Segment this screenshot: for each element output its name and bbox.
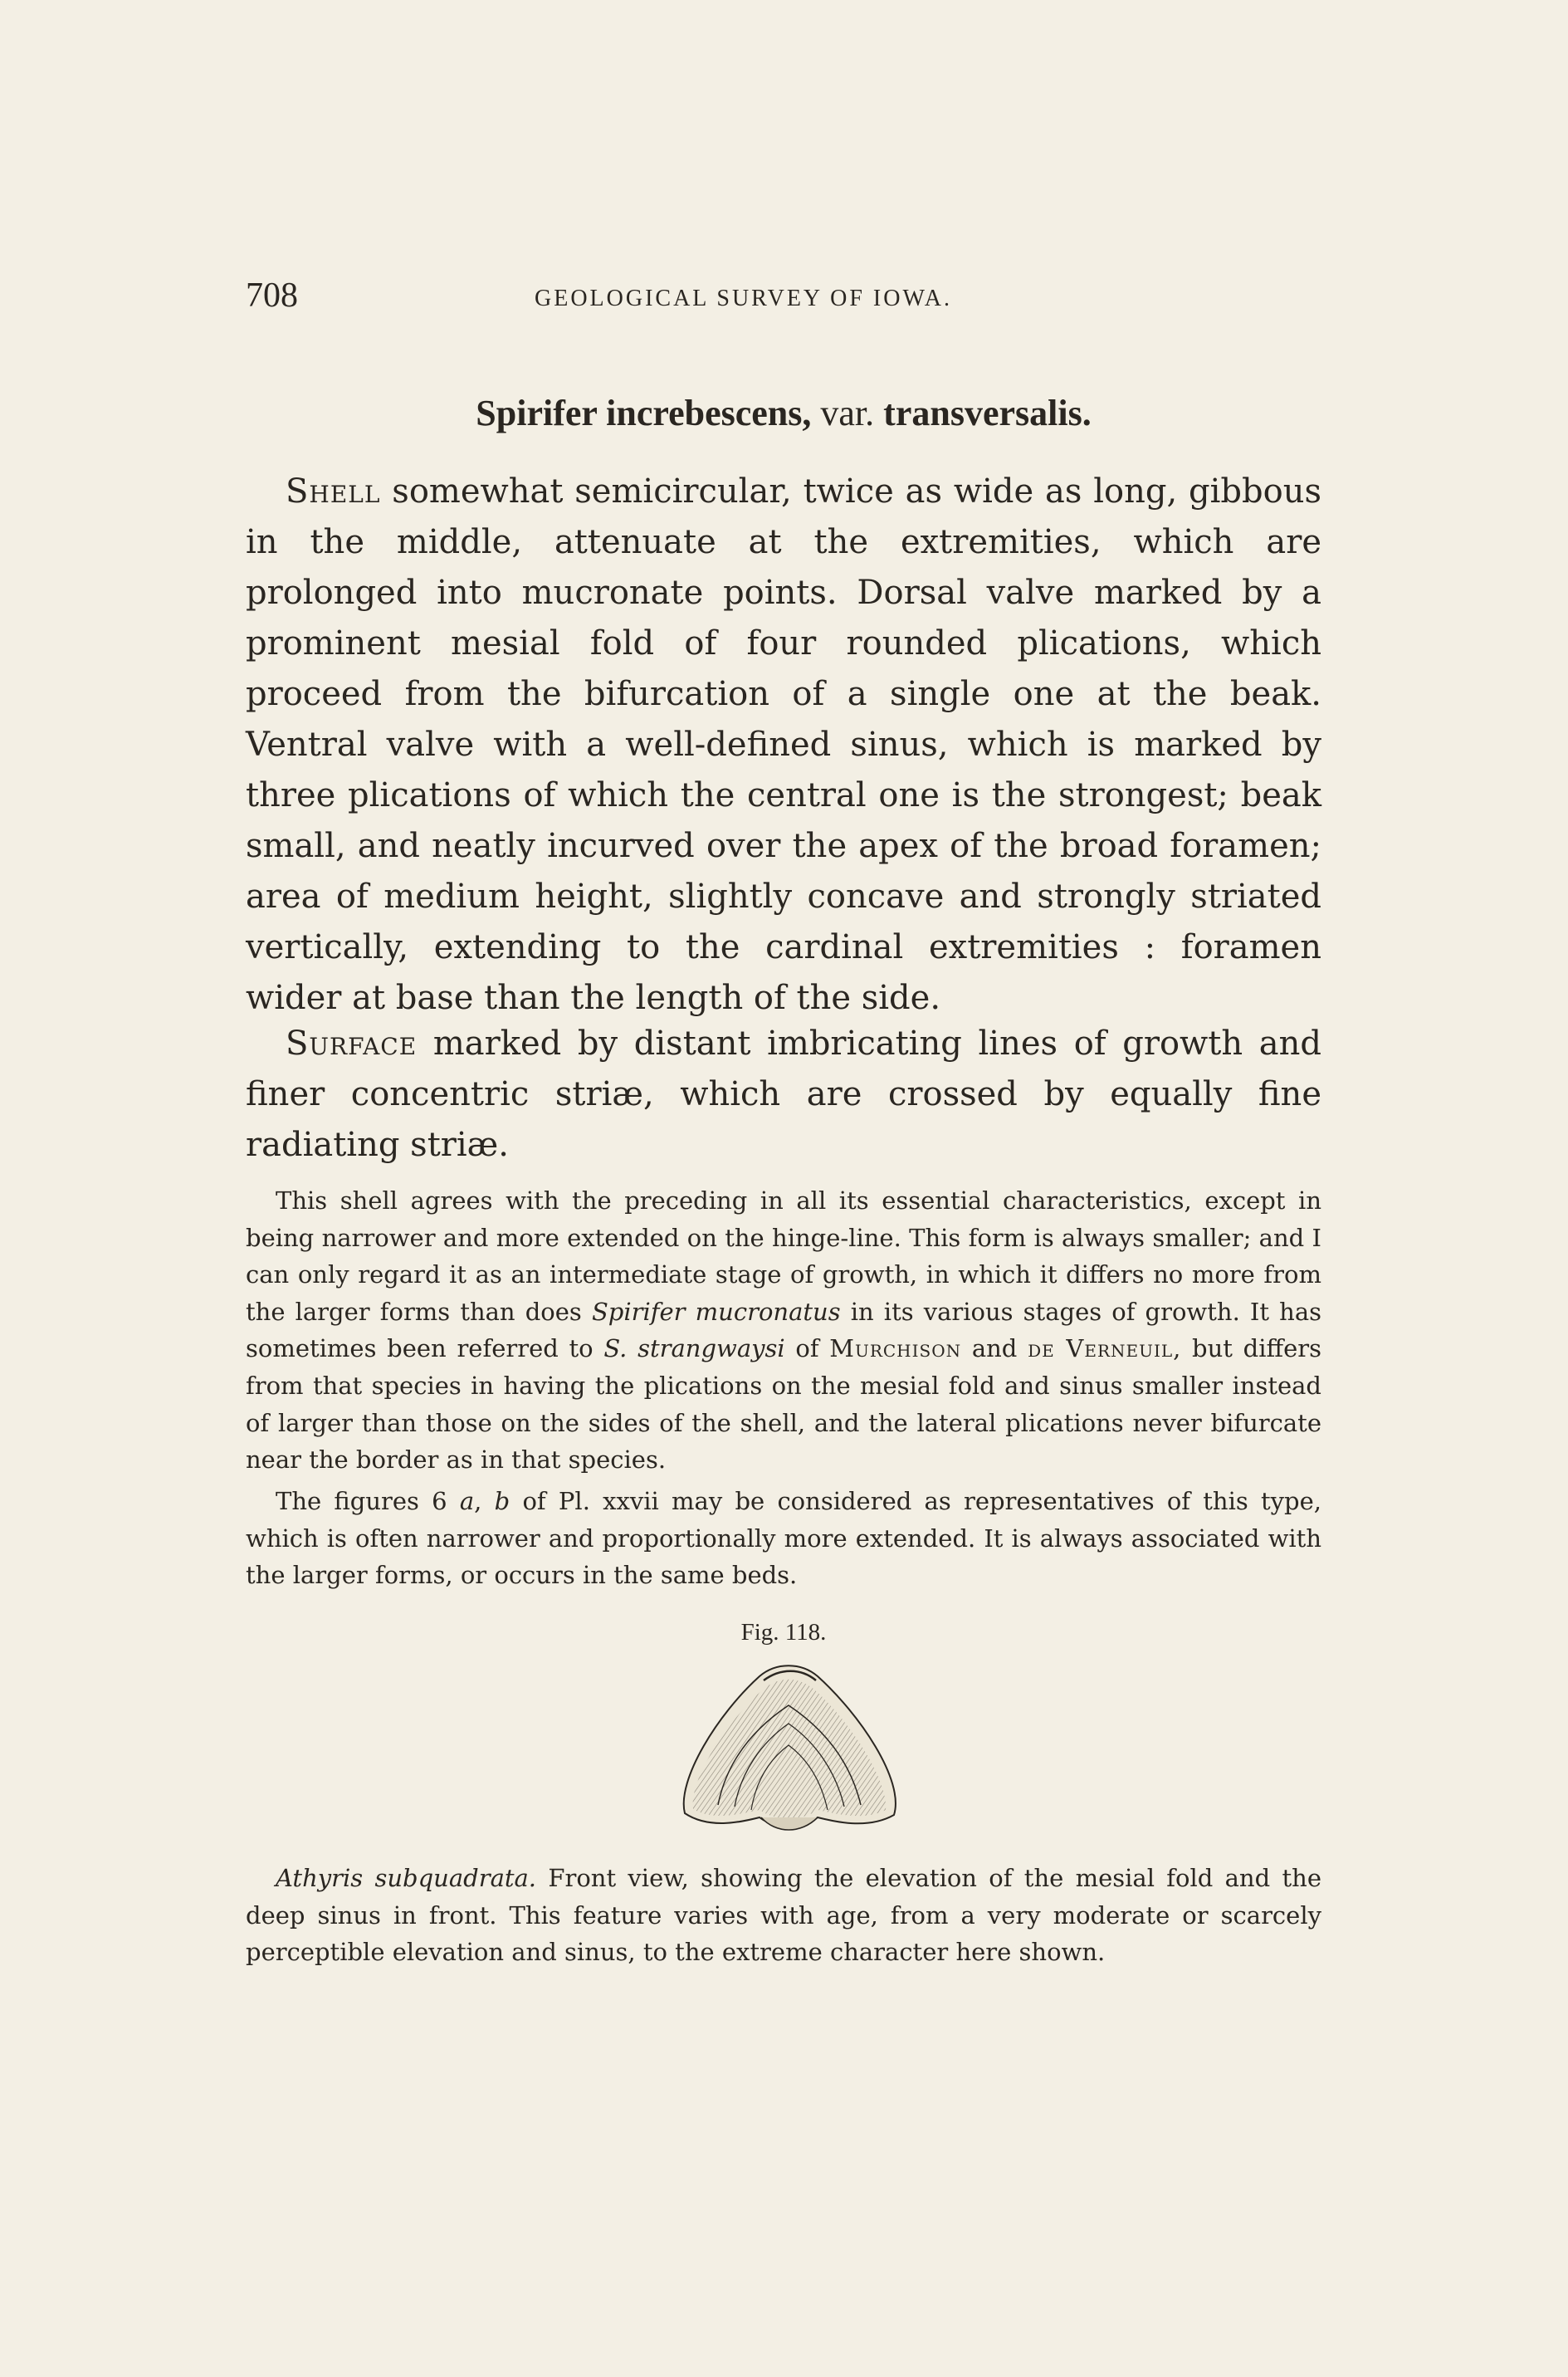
caption-text: Front view, showing the elevation of the mesial fold and the deep sinus in front. This feature varies with age, from a very moderate or scarcely perceptible elevation and sinus, to the extreme character here shown. [246,1864,1321,1967]
running-head [246,276,1321,317]
remarks-text: The figures 6 [276,1487,460,1515]
remarks-paragraph-1 [246,1182,1321,1479]
remarks-text: in its various stages of growth. It has sometimes been referred to [246,1297,1322,1363]
caption-taxon: Athyris subquadrata. [276,1864,537,1892]
var-label: var. [820,393,875,433]
remarks-text: and [961,1334,1028,1363]
species-name: increbescens, [606,393,812,433]
description-paragraph-shell [246,467,1321,1024]
remarks-text: of Pl. xxvii may be considered as representatives of this type, which is often narrower and proportionally more extended. It is always associated with the larger forms, or occurs in the same beds. [246,1487,1322,1590]
figure-ref: b [494,1487,510,1515]
running-title: GEOLOGICAL SURVEY OF IOWA. [535,286,952,311]
figure-label: Fig. 118. [740,1619,827,1646]
author-name: Murchison [829,1334,962,1363]
surface-lead: Surface [286,1025,418,1063]
shell-text: somewhat semicircular, twice as wide as long, gibbous in the middle, attenuate at the extremities, which are prolonged into mucronate points. Dorsal valve marked by a prominent mesial fold of four rounded plications, which proceed from the bifurcation of a single one at the beak. Ventral valve with a well-defined sinus, which is marked by three plications of which the central one is the strongest; beak small, and neatly incurved over the apex of the broad foramen; area of medium height, slightly concave and strongly striated vertically, extending to the cardinal extremities : foramen wider at base than the length of the side. [246,472,1321,1017]
remarks-text: of [784,1334,830,1363]
remarks-text: but differs from that species in having the plications on the mesial fold and sinus smaller instead of larger than those on the sides of the shell, and the lateral plications never bifurcate near the border as in that species. [246,1334,1322,1475]
taxon-name: Spirifer mucronatus [591,1297,841,1326]
species-title [246,392,1321,434]
surface-text: marked by distant imbricating lines of growth and finer concentric striæ, which are crossed by equally fine radiating striæ. [246,1025,1321,1164]
taxon-name: S. strangwaysi [603,1334,785,1363]
remarks-text: This shell agrees with the preceding in all its essential characteristics, except in being narrower and more extended on the hinge-line. This form is always smaller; and I can only regard it as an intermediate stage of growth, in which it differs no more from the larger forms than does [246,1186,1321,1326]
remarks-text: , [474,1487,495,1515]
figure-ref: a [459,1487,475,1515]
figure-caption [246,1860,1321,1971]
athyris-shell-illustration [668,1656,909,1846]
variety-name: transversalis. [883,393,1092,433]
page-number: 708 [246,276,298,315]
remarks-paragraph-2 [246,1483,1321,1594]
shell-lead: Shell [286,472,381,511]
description-paragraph-surface [246,1019,1321,1171]
genus-name: Spirifer [476,393,598,433]
author-name: de Verneuil, [1028,1334,1182,1363]
shell-engraving [668,1656,909,1846]
